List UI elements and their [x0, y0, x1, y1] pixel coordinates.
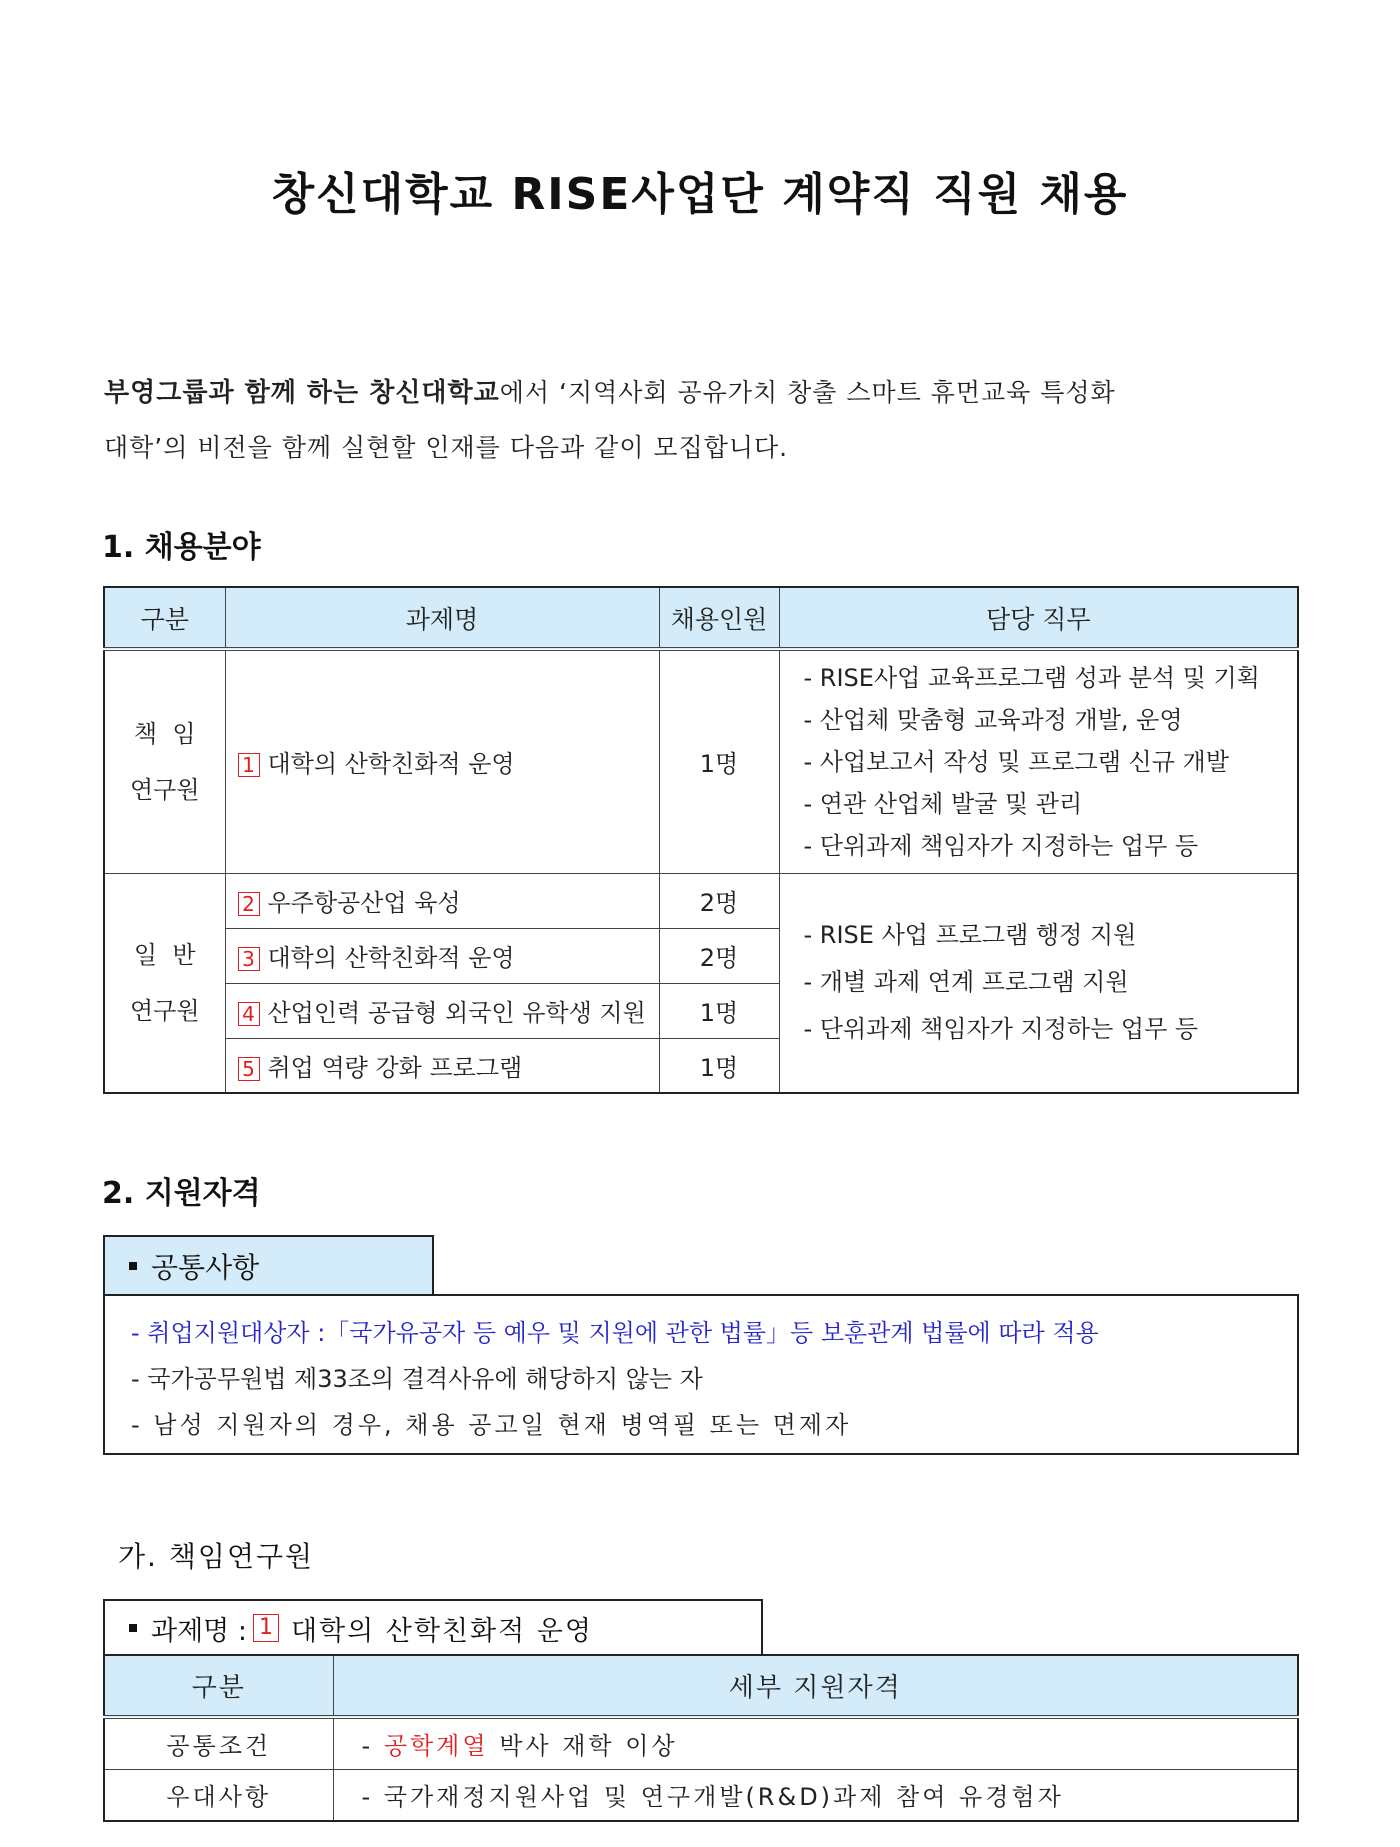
duties-cell: - RISE 사업 프로그램 행정 지원 - 개별 과제 연계 프로그램 지원 - 단위과제 책임자가 지정하는 업무 등 — [779, 873, 1298, 1093]
headcount-cell: 1명 — [659, 983, 779, 1038]
section-heading-recruitment: 1. 채용분야 — [102, 530, 261, 565]
highlight-text: 공학계열 — [383, 1732, 489, 1761]
bullet-square-icon — [129, 1624, 137, 1632]
table-header-row — [104, 1655, 1298, 1717]
task-cell: 2 우주항공산업 육성 — [225, 873, 659, 928]
task-number: 1 — [238, 753, 260, 777]
headcount-cell: 2명 — [659, 873, 779, 928]
bullet-square-icon — [129, 1262, 137, 1270]
task-cell: 3 대학의 산학친화적 운영 — [225, 928, 659, 983]
table-row — [104, 649, 1298, 873]
task-cell: 1 대학의 산학친화적 운영 — [225, 649, 659, 873]
page-title: 창신대학교 RISE사업단 계약직 직원 채용 — [271, 169, 1129, 220]
header-cell: 구분 — [104, 1655, 333, 1717]
task-number: 5 — [238, 1057, 260, 1081]
table-header-row — [104, 587, 1298, 649]
header-cell: 채용인원 — [659, 587, 779, 649]
duties-cell: - RISE사업 교육프로그램 성과 분석 및 기획 - 산업체 맞춤형 교육과정 개발, 운영 - 사업보고서 작성 및 프로그램 신규 개발 - 연관 산업체 발굴 및 관리 - 단위과제 책임자가 지정하는 업무 등 — [779, 649, 1298, 873]
qualification-item: - 국가공무원법 제33조의 결격사유에 해당하지 않는 자 — [131, 1365, 703, 1393]
group-label: 책 임 연구원 — [104, 649, 225, 873]
intro-line-2: 대학’의 비전을 함께 실현할 인재를 다음과 같이 모집합니다. — [104, 433, 789, 462]
headcount-cell: 2명 — [659, 928, 779, 983]
headcount-cell: 1명 — [659, 1038, 779, 1093]
header-cell: 구분 — [104, 587, 225, 649]
headcount-cell: 1명 — [659, 649, 779, 873]
row-value: - 공학계열 박사 재학 이상 — [333, 1717, 1298, 1769]
common-qualifications-tag: 공통사항 — [103, 1235, 434, 1295]
header-cell: 담당 직무 — [779, 587, 1298, 649]
row-label: 우대사항 — [104, 1769, 333, 1821]
sub-heading-lead-researcher: 가. 책임연구원 — [118, 1540, 315, 1573]
intro-bold: 부영그룹과 함께 하는 창신대학교 — [104, 378, 500, 408]
header-cell: 세부 지원자격 — [333, 1655, 1298, 1717]
task-cell: 4 산업인력 공급형 외국인 유학생 지원 — [225, 983, 659, 1038]
intro-line-1 — [104, 372, 1304, 409]
row-value: - 국가재정지원사업 및 연구개발(R&D)과제 참여 유경험자 — [333, 1769, 1298, 1821]
table-row — [104, 1769, 1298, 1821]
task-number: 3 — [238, 947, 260, 971]
section-heading-qualifications: 2. 지원자격 — [102, 1176, 261, 1211]
group-label: 일 반 연구원 — [104, 873, 225, 1093]
header-cell: 과제명 — [225, 587, 659, 649]
common-qualifications-box — [103, 1294, 1299, 1455]
row-label: 공통조건 — [104, 1717, 333, 1769]
table-row — [104, 1717, 1298, 1769]
qualification-item: - 취업지원대상자 :「국가유공자 등 예우 및 지원에 관한 법률」등 보훈관계 법률에 따라 적용 — [131, 1319, 1099, 1347]
task-name-tag: 과제명 : 1 대학의 산학친화적 운영 — [103, 1599, 763, 1655]
table-row — [104, 873, 1298, 928]
task-cell: 5 취업 역량 강화 프로그램 — [225, 1038, 659, 1093]
task-number: 1 — [253, 1614, 279, 1642]
task-number: 4 — [238, 1002, 260, 1026]
lead-researcher-qualifications-table — [103, 1654, 1299, 1822]
qualification-item: - 남성 지원자의 경우, 채용 공고일 현재 병역필 또는 면제자 — [131, 1411, 852, 1439]
recruitment-table — [103, 586, 1299, 1094]
intro-rest: 에서 ‘지역사회 공유가치 창출 스마트 휴먼교육 특성화 — [499, 378, 1116, 407]
task-number: 2 — [238, 892, 260, 916]
